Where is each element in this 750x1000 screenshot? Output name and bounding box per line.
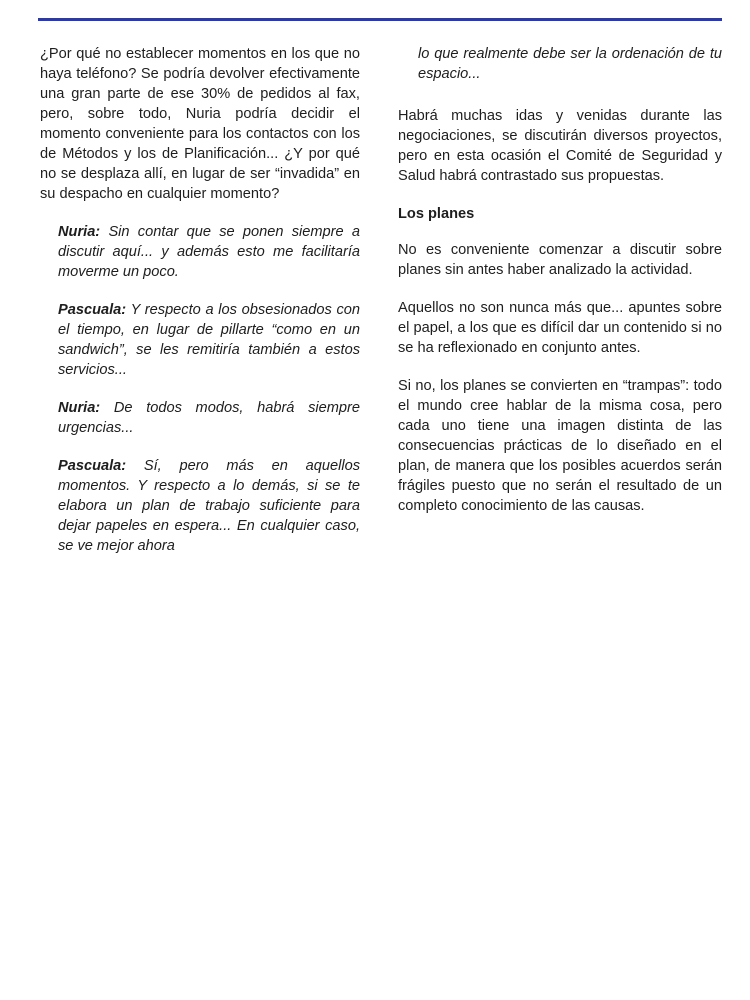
dialogue-line — [40, 300, 360, 380]
dialogue-text: Sin contar que se ponen siempre a discutir aquí... y además esto me facilitaría moverme un poco. — [58, 224, 360, 280]
body-paragraph: Si no, los planes se convierten en “trampas”: todo el mundo cree hablar de la misma cosa, pero cada uno tiene una imagen distinta de las consecuencias prácticas de lo diseñado en el plan, de manera que los posibles acuerdos serán frágiles puesto que no serán el resultado de un completo conocimiento de las causas. — [398, 378, 722, 514]
intro-paragraph: ¿Por qué no establecer momentos en los que no haya teléfono? Se podría devolver efectivamente una gran parte de ese 30% de pedidos al fax, pero, sobre todo, Nuria podría decidir el momento conveniente para los contactos con los de Métodos y los de Planificación... ¿Y por qué no se desplaza allí, en lugar de ser “invadida” en su despacho en cualquier momento? — [40, 46, 360, 202]
dialogue-line — [40, 398, 360, 438]
body-paragraph: Aquellos no son nunca más que... apuntes sobre el papel, a los que es difícil dar un contenido si no se ha reflexionado en conjunto antes. — [398, 300, 722, 356]
dialogue-text: De todos modos, habrá siempre urgencias... — [58, 400, 360, 436]
dialogue-line — [40, 222, 360, 282]
body-paragraph: No es conveniente comenzar a discutir sobre planes sin antes haber analizado la actividad. — [398, 242, 722, 278]
dialogue-text: Sí, pero más en aquellos momentos. Y respecto a lo demás, si se te elabora un plan de trabajo suficiente para dejar papeles en espera... En cualquier caso, se ve mejor ahora — [58, 458, 361, 554]
speaker-name: Pascuala: — [58, 302, 127, 318]
speaker-name: Pascuala: — [58, 458, 127, 474]
left-column — [40, 44, 360, 574]
speaker-name: Nuria: — [58, 400, 101, 416]
dialogue-line — [40, 456, 360, 556]
dialogue-text: Y respecto a los obsesionados con el tiempo, en lugar de pillarte “como en un sandwich”, se les remitiría también a estos servicios... — [58, 302, 360, 378]
body-paragraph: Habrá muchas idas y venidas durante las negociaciones, se discutirán diversos proyectos, pero en esta ocasión el Comité de Seguridad y Salud habrá contrastado sus propuestas. — [398, 108, 722, 184]
right-column — [398, 44, 722, 534]
dialogue-continuation: lo que realmente debe ser la ordenación de tu espacio... — [418, 46, 722, 82]
speaker-name: Nuria: — [58, 224, 101, 240]
section-heading: Los planes — [398, 206, 475, 222]
header-rule — [38, 18, 722, 21]
